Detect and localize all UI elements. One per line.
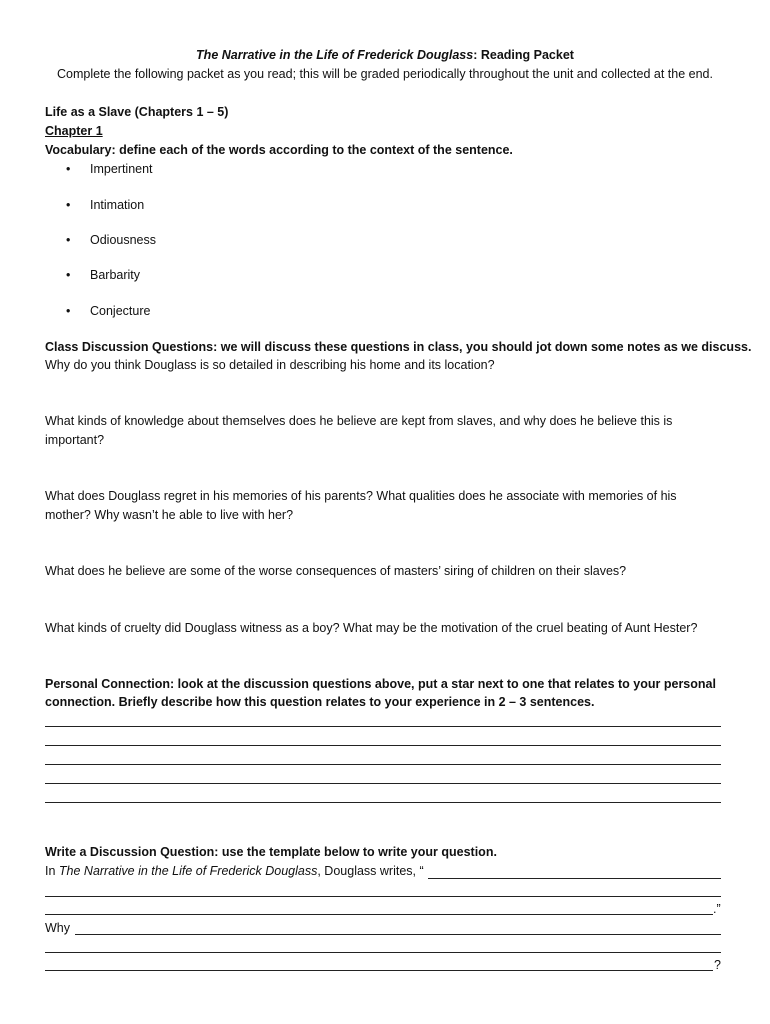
template-book-title: The Narrative in the Life of Frederick Douglass (58, 864, 318, 878)
vocab-word: Odiousness (90, 233, 157, 247)
vocab-item (66, 233, 156, 247)
discussion-question: What kinds of knowledge about themselves does he believe are kept from slaves, and why does he believe this is (45, 414, 673, 428)
why-label: Why (45, 921, 70, 935)
bullet-icon: • (66, 198, 71, 212)
discussion-question: What does he believe are some of the worse consequences of masters’ siring of children on their slaves? (45, 564, 627, 578)
instructions: Complete the following packet as you read; this will be graded periodically throughout the unit and collected at the end. (57, 67, 713, 81)
bullet-icon: • (66, 162, 71, 176)
quote-line[interactable] (428, 878, 721, 879)
answer-line[interactable] (45, 745, 721, 746)
discussion-question: What kinds of cruelty did Douglass witness as a boy? What may be the motivation of the cruel beating of Aunt Hester? (45, 621, 698, 635)
discussion-question: What does Douglass regret in his memories of his parents? What qualities does he associate with memories of his (45, 489, 677, 503)
why-line[interactable] (45, 970, 713, 971)
page-title (0, 48, 770, 62)
vocab-word: Impertinent (90, 162, 153, 176)
answer-line[interactable] (45, 726, 721, 727)
vocab-item (66, 198, 144, 212)
vocab-item (66, 268, 140, 282)
bullet-icon: • (66, 304, 71, 318)
write-question-heading: Write a Discussion Question: use the template below to write your question. (45, 845, 497, 859)
answer-line[interactable] (45, 764, 721, 765)
discussion-question-cont: mother? Why wasn’t he able to live with her? (45, 508, 294, 522)
bullet-icon: • (66, 268, 71, 282)
discussion-question-cont: important? (45, 433, 105, 447)
vocab-word: Intimation (90, 198, 145, 212)
personal-connection-heading-cont: connection. Briefly describe how this question relates to your experience in 2 – 3 sentences. (45, 695, 595, 709)
vocab-heading: Vocabulary: define each of the words according to the context of the sentence. (45, 143, 513, 157)
template-writes: , Douglass writes, “ (317, 864, 424, 878)
answer-line[interactable] (45, 802, 721, 803)
quote-line[interactable] (45, 914, 713, 915)
answer-line[interactable] (45, 783, 721, 784)
discussion-heading: Class Discussion Questions: we will discuss these questions in class, you should jot down some notes as we discuss. (45, 340, 752, 354)
title-suffix: : Reading Packet (473, 48, 574, 62)
discussion-question: Why do you think Douglass is so detailed in describing his home and its location? (45, 358, 495, 372)
close-quote: .” (713, 902, 721, 916)
vocab-item (66, 162, 153, 176)
why-line[interactable] (45, 952, 721, 953)
vocab-item (66, 304, 150, 318)
chapter-heading: Chapter 1 (45, 124, 103, 138)
quote-line[interactable] (45, 896, 721, 897)
bullet-icon: • (66, 233, 71, 247)
section-heading: Life as a Slave (Chapters 1 – 5) (45, 105, 229, 119)
question-mark: ? (714, 958, 721, 972)
personal-connection-heading: Personal Connection: look at the discussion questions above, put a star next to one that relates to your personal (45, 677, 716, 691)
book-title: The Narrative in the Life of Frederick Douglass (196, 48, 474, 62)
template-intro (45, 864, 424, 878)
vocab-word: Conjecture (90, 304, 151, 318)
vocab-word: Barbarity (90, 268, 141, 282)
template-prefix: In (45, 864, 59, 878)
why-line[interactable] (75, 934, 721, 935)
